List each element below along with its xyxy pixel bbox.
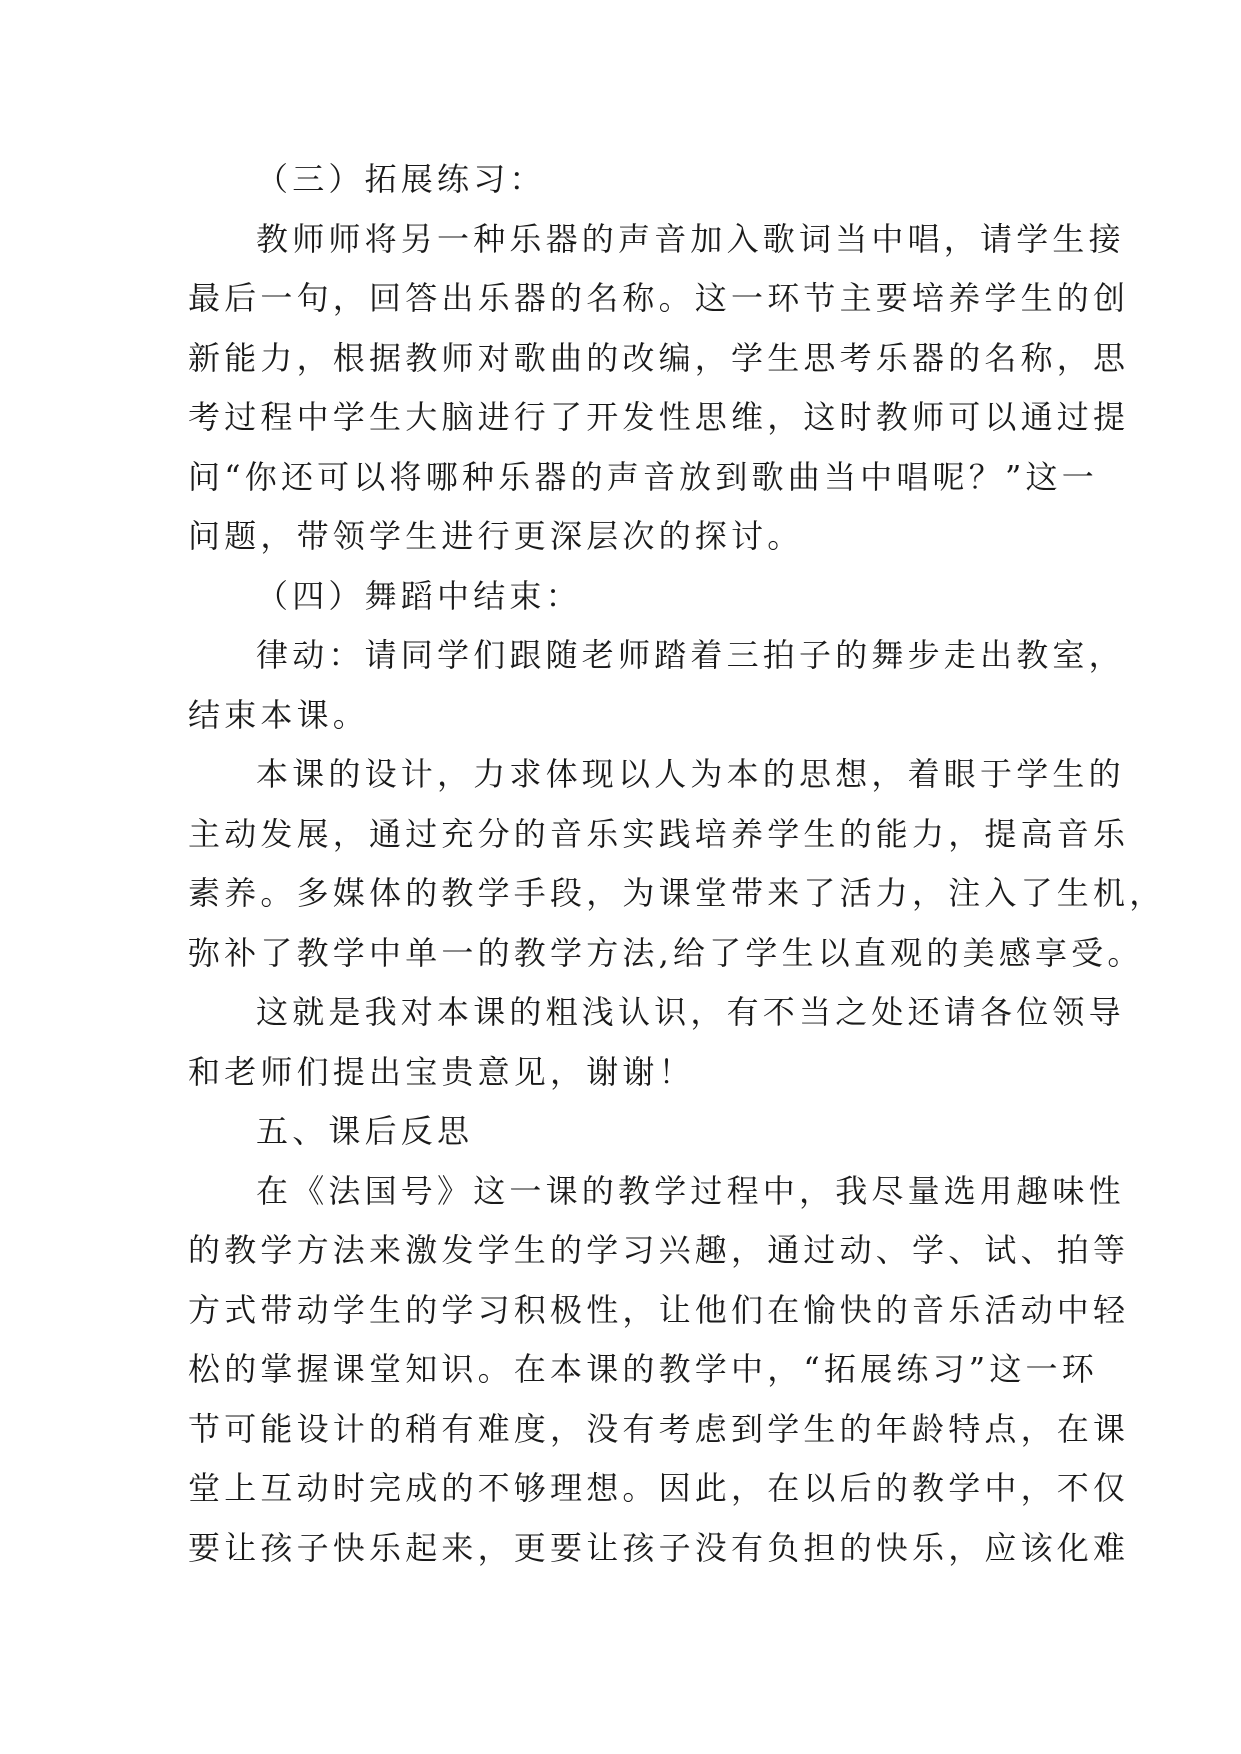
paragraph-line: 要让孩子快乐起来，更要让孩子没有负担的快乐，应该化难: [188, 1528, 1130, 1567]
paragraph-line: 松的掌握课堂知识。在本课的教学中，“拓展练习”这一环: [188, 1350, 1098, 1388]
paragraph-line: 结束本课。: [188, 695, 370, 734]
paragraph-line: 问题，带领学生进行更深层次的探讨。: [188, 517, 804, 555]
section-heading-extension-practice: （三）拓展练习：: [256, 160, 546, 198]
paragraph-line: 新能力，根据教师对歌曲的改编，学生思考乐器的名称，思: [188, 338, 1130, 377]
paragraph-line: 和老师们提出宝贵意见，谢谢！: [188, 1052, 695, 1091]
paragraph-line: 方式带动学生的学习积极性，让他们在愉快的音乐活动中轻: [188, 1290, 1130, 1329]
body-text: [188, 150, 1166, 1578]
paragraph-line: 律动：请同学们跟随老师踏着三拍子的舞步走出教室，: [256, 636, 1125, 674]
paragraph-line: 这就是我对本课的粗浅认识，有不当之处还请各位领导: [256, 993, 1125, 1031]
paragraph-line: 本课的设计，力求体现以人为本的思想，着眼于学生的: [256, 755, 1125, 793]
section-heading-reflection: 五、课后反思: [256, 1112, 474, 1150]
paragraph-line: 问“你还可以将哪种乐器的声音放到歌曲当中唱呢？”这一: [188, 457, 1098, 496]
paragraph-line: 节可能设计的稍有难度，没有考虑到学生的年龄特点，在课: [188, 1409, 1130, 1448]
paragraph-line: 的教学方法来激发学生的学习兴趣，通过动、学、试、拍等: [188, 1231, 1130, 1269]
paragraph-line: 教师师将另一种乐器的声音加入歌词当中唱，请学生接: [256, 219, 1125, 258]
paragraph-line: 堂上互动时完成的不够理想。因此，在以后的教学中，不仅: [188, 1469, 1130, 1507]
paragraph-line: 素养。多媒体的教学手段，为课堂带来了活力，注入了生机，: [188, 874, 1166, 912]
paragraph-line: 主动发展，通过充分的音乐实践培养学生的能力，提高音乐: [188, 814, 1130, 853]
section-heading-dance-ending: （四）舞蹈中结束：: [256, 576, 582, 615]
paragraph-line: 最后一句，回答出乐器的名称。这一环节主要培养学生的创: [188, 279, 1130, 317]
paragraph-line: 弥补了教学中单一的教学方法,给了学生以直观的美感享受。: [188, 933, 1144, 972]
paragraph-line: 考过程中学生大脑进行了开发性思维，这时教师可以通过提: [188, 398, 1130, 436]
paragraph-line: 在《法国号》这一课的教学过程中，我尽量选用趣味性: [256, 1171, 1125, 1210]
